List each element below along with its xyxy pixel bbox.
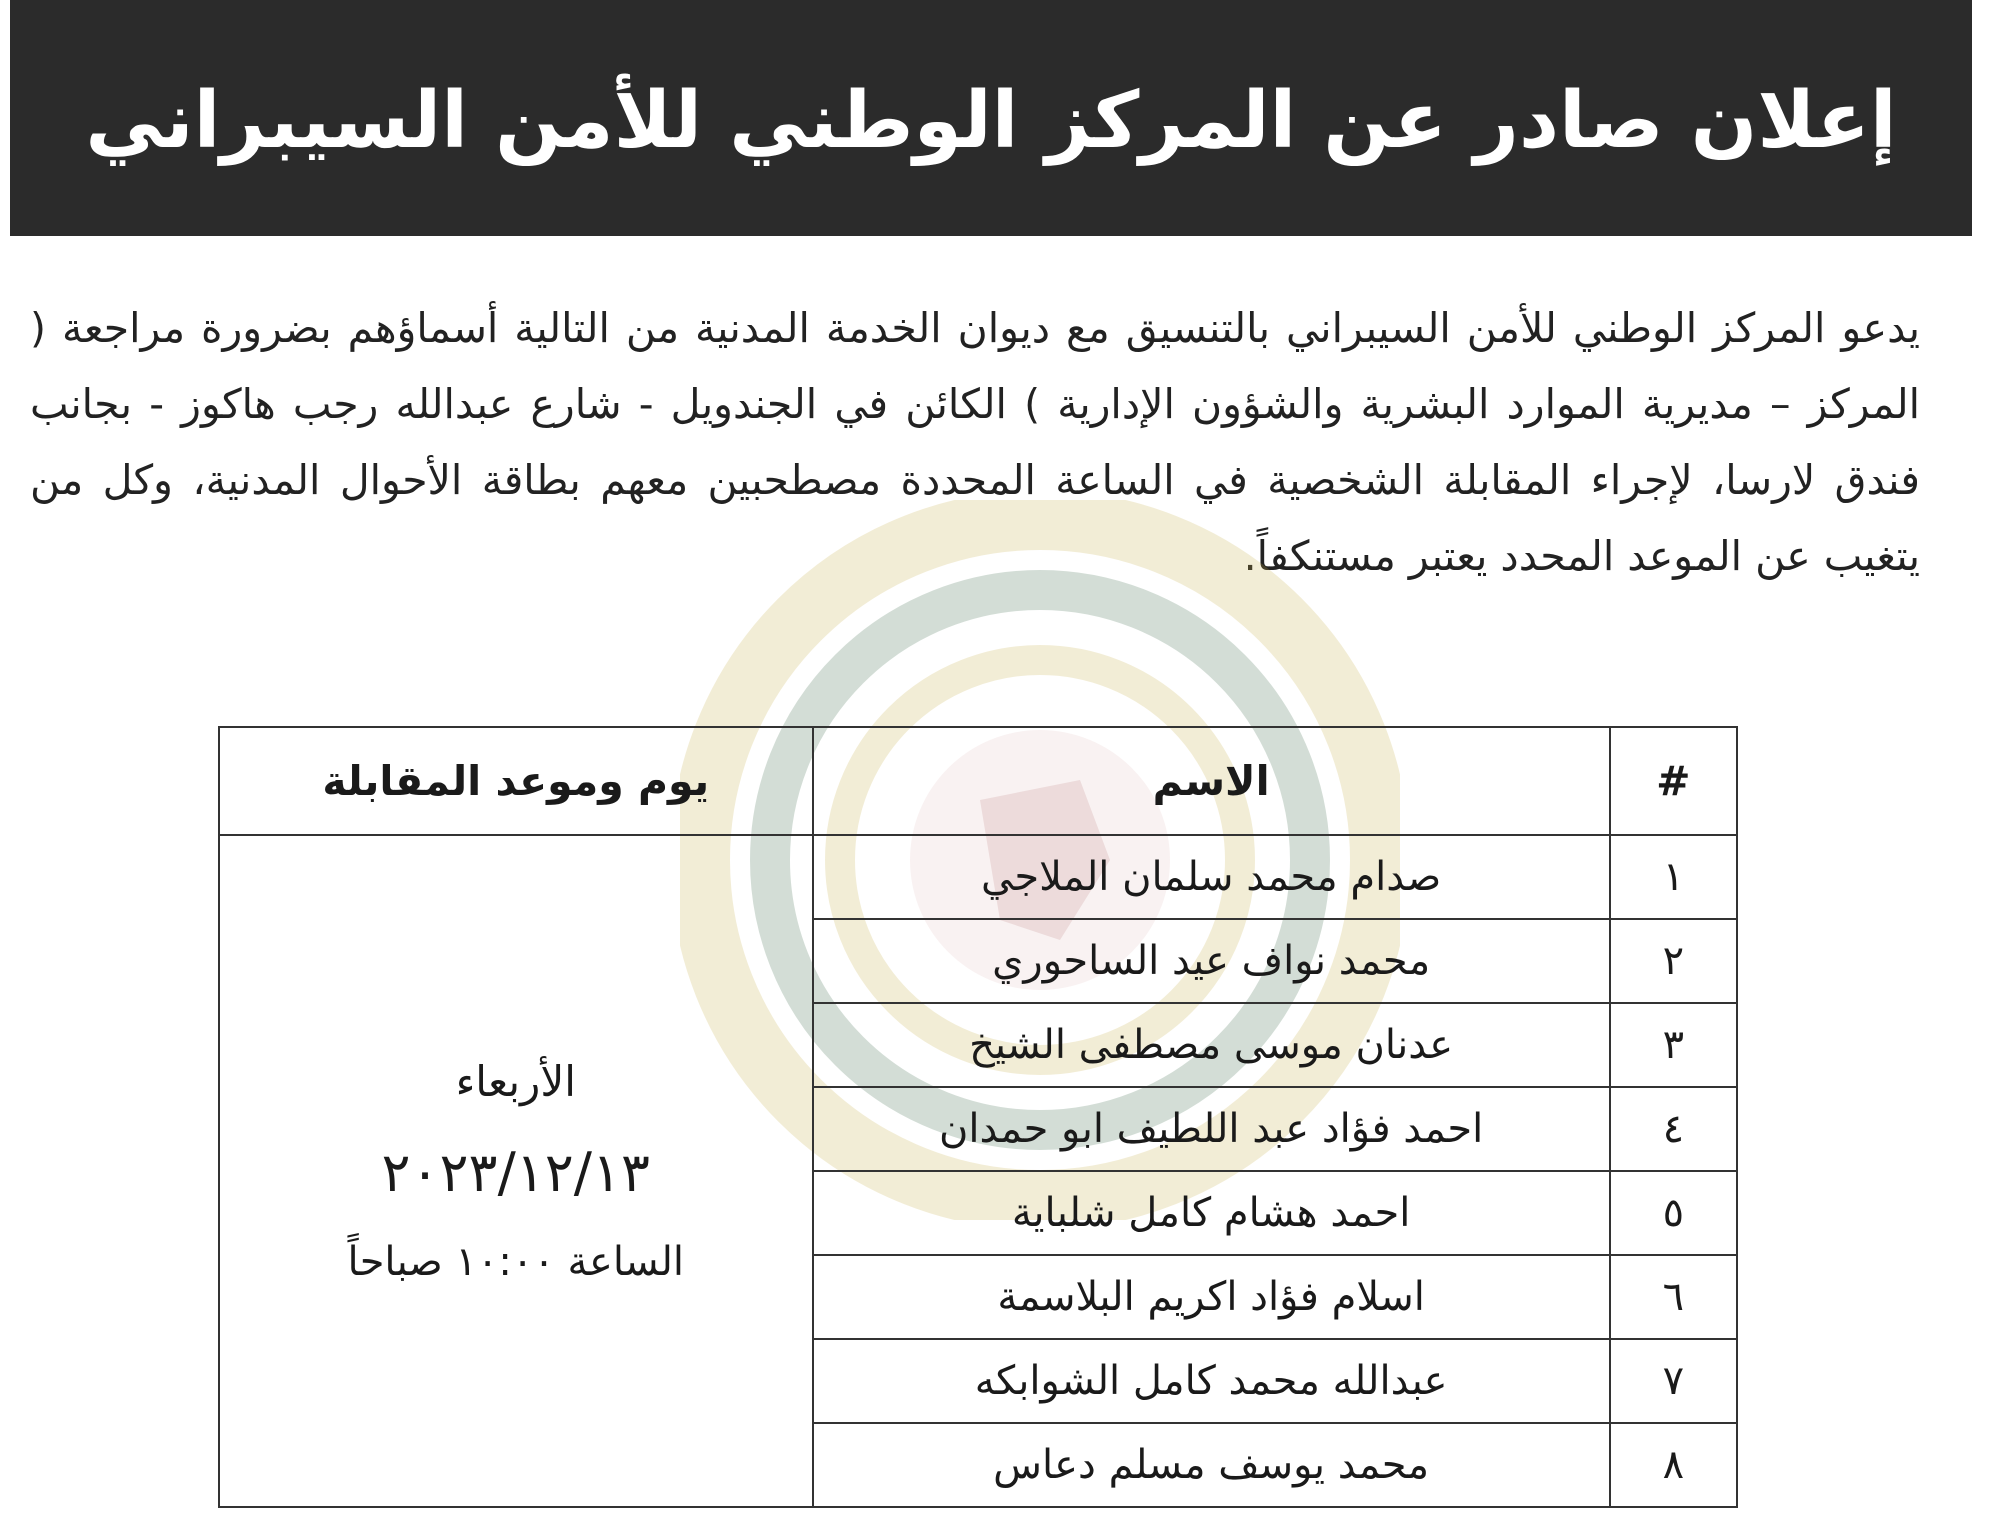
row-name: صدام محمد سلمان الملاجي: [813, 835, 1610, 919]
appointment-day: الأربعاء: [455, 1056, 576, 1106]
appointment-time: الساعة ١٠:٠٠ صباحاً: [347, 1239, 684, 1286]
row-name: احمد هشام كامل شلباية: [813, 1171, 1610, 1255]
row-name: احمد فؤاد عبد اللطيف ابو حمدان: [813, 1087, 1610, 1171]
table-row: [219, 835, 1737, 919]
row-number: ٥: [1610, 1171, 1737, 1255]
header-appointment: يوم وموعد المقابلة: [219, 727, 813, 835]
interview-schedule-table: [218, 726, 1738, 1508]
row-number: ٣: [1610, 1003, 1737, 1087]
row-name: عبدالله محمد كامل الشوابكه: [813, 1339, 1610, 1423]
row-number: ٧: [1610, 1339, 1737, 1423]
row-number: ١: [1610, 835, 1737, 919]
table-header-row: [219, 727, 1737, 835]
intro-paragraph: [30, 290, 1920, 594]
appointment-cell: [219, 835, 813, 1507]
header-banner: [10, 0, 1972, 236]
row-name: محمد نواف عيد الساحوري: [813, 919, 1610, 1003]
row-number: ٢: [1610, 919, 1737, 1003]
intro-text: يدعو المركز الوطني للأمن السيبراني بالتنسيق مع ديوان الخدمة المدنية من التالية أسماؤهم بضرورة مراجعة ( المركز – مديرية الموارد البشرية والشؤون الإدارية ) الكائن في الجندويل - شارع عبدالله رجب هاكوز - بجانب فندق لارسا، لإجراء المقابلة الشخصية في الساعة المحددة مصطحبين معهم بطاقة الأحوال المدنية، وكل من يتغيب عن الموعد المحدد يعتبر مستنكفاً.: [30, 304, 1920, 580]
row-number: ٨: [1610, 1423, 1737, 1507]
header-name: الاسم: [813, 727, 1610, 835]
page-title: إعلان صادر عن المركز الوطني للأمن السيبراني: [85, 76, 1897, 166]
row-name: اسلام فؤاد اكريم البلاسمة: [813, 1255, 1610, 1339]
row-number: ٦: [1610, 1255, 1737, 1339]
row-name: عدنان موسى مصطفى الشيخ: [813, 1003, 1610, 1087]
appointment-date: ٢٠٢٣/١٢/١٣: [381, 1140, 650, 1204]
header-number: #: [1610, 727, 1737, 835]
row-number: ٤: [1610, 1087, 1737, 1171]
row-name: محمد يوسف مسلم دعاس: [813, 1423, 1610, 1507]
